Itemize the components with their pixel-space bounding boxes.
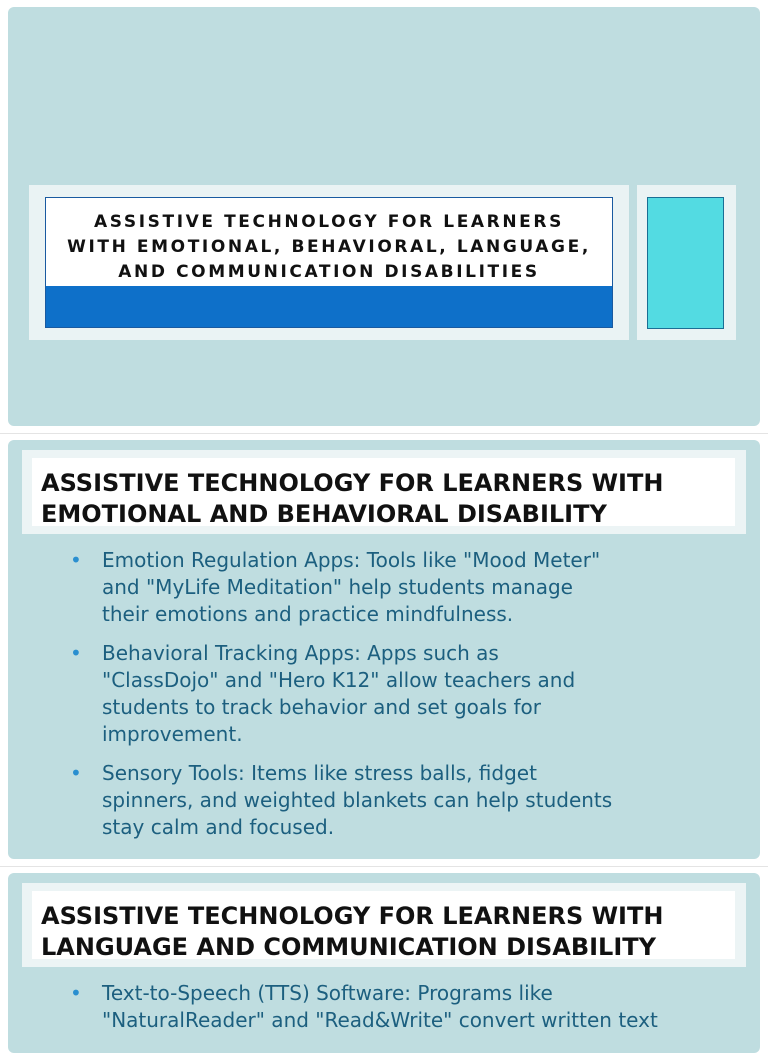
bullet-line: their emotions and practice mindfulness.: [102, 602, 514, 626]
bullet-line: "ClassDojo" and "Hero K12" allow teachers and: [102, 668, 576, 692]
title-card: [45, 197, 613, 328]
bullet-line: Emotion Regulation Apps: Tools like "Mood Meter": [102, 548, 601, 572]
bullet-text: [102, 760, 740, 841]
heading-frame: [22, 450, 746, 534]
bullet-line: Behavioral Tracking Apps: Apps such as: [102, 641, 499, 665]
slide-heading: [41, 901, 663, 963]
bullet-line: spinners, and weighted blankets can help students: [102, 788, 613, 812]
slide-language-communication: [8, 873, 760, 1053]
bullet-list: [8, 980, 760, 1046]
bullet-dot-icon: •: [70, 761, 82, 785]
heading-line: ASSISTIVE TECHNOLOGY FOR LEARNERS WITH: [41, 902, 664, 930]
bullet-text: [102, 547, 740, 628]
bullet-list: [8, 547, 760, 853]
slide-emotional-behavioral: [8, 440, 760, 859]
bullet-line: improvement.: [102, 722, 243, 746]
bullet-line: Text-to-Speech (TTS) Software: Programs like: [102, 981, 553, 1005]
bullet-dot-icon: •: [70, 981, 82, 1005]
heading-line: ASSISTIVE TECHNOLOGY FOR LEARNERS WITH: [41, 469, 664, 497]
presentation-title: [46, 210, 612, 285]
title-line: AND COMMUNICATION DISABILITIES: [118, 262, 540, 282]
list-item: [8, 547, 760, 628]
bullet-line: and "MyLife Meditation" help students manage: [102, 575, 573, 599]
heading-line: EMOTIONAL AND BEHAVIORAL DISABILITY: [41, 500, 607, 528]
heading-box: [32, 891, 735, 959]
list-item: [8, 760, 760, 841]
bullet-line: "NaturalReader" and "Read&Write" convert written text: [102, 1008, 658, 1032]
heading-line: LANGUAGE AND COMMUNICATION DISABILITY: [41, 933, 657, 961]
bullet-text: [102, 640, 740, 748]
bullet-line: students to track behavior and set goals for: [102, 695, 541, 719]
bullet-line: Sensory Tools: Items like stress balls, fidget: [102, 761, 537, 785]
bullet-dot-icon: •: [70, 548, 82, 572]
list-item: [8, 640, 760, 748]
slide-heading: [41, 468, 663, 530]
heading-frame: [22, 883, 746, 967]
heading-box: [32, 458, 735, 526]
accent-frame: [637, 185, 736, 340]
bullet-text: [102, 980, 740, 1034]
accent-box: [647, 197, 724, 329]
slide-divider: [0, 433, 768, 434]
list-item: [8, 980, 760, 1034]
title-color-band: [46, 286, 612, 327]
bullet-dot-icon: •: [70, 641, 82, 665]
title-line: WITH EMOTIONAL, BEHAVIORAL, LANGUAGE,: [67, 237, 591, 257]
slide-divider: [0, 866, 768, 867]
title-card-frame: [29, 185, 629, 340]
title-line: ASSISTIVE TECHNOLOGY FOR LEARNERS: [94, 212, 564, 232]
bullet-line: stay calm and focused.: [102, 815, 335, 839]
title-slide: [8, 7, 760, 426]
